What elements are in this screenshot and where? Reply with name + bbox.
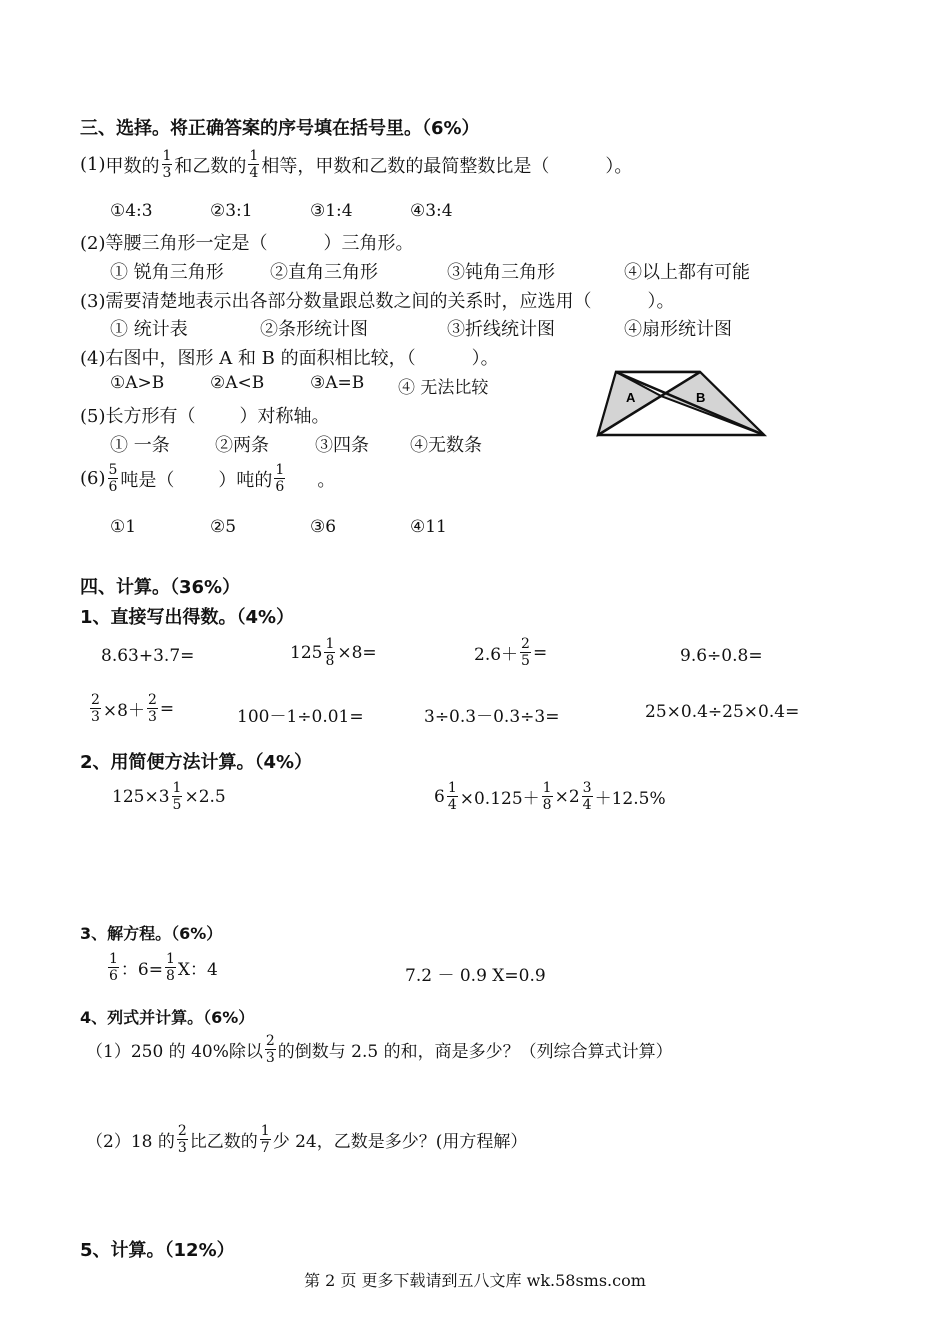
q1-option-1: ①4:3	[110, 201, 153, 221]
q2-option-3: ③钝角三角形	[447, 262, 555, 283]
word-problem-1: （1）250 的 40%除以 $\frac{2}{3}$ 的倒数与 2.5 的和，商是多少？（列综合算式计算）	[86, 1033, 673, 1066]
q5-option-4: ④无数条	[410, 435, 482, 456]
q4-option-4: ④ 无法比较	[398, 378, 489, 398]
expr-8: 25×0.4÷25×0.4=	[645, 702, 800, 722]
q5-option-2: ②两条	[215, 435, 269, 456]
expr-6: 100－1÷0.01=	[237, 707, 364, 727]
question-6	[80, 462, 335, 495]
q2-option-1: ① 锐角三角形	[110, 262, 224, 283]
expr-5: $\frac{2}{3}$ ×8＋ $\frac{2}{3}$ =	[91, 692, 175, 725]
sub-4-title: 4、列式并计算。（6%）	[80, 1008, 255, 1027]
q4-option-1: ①A>B	[110, 373, 165, 393]
q3-text-end: ）。	[647, 291, 675, 312]
label-b: B	[696, 390, 706, 405]
q1-text-part3: 相等，甲数和乙数的最简整数比是（	[261, 155, 550, 177]
expr-4: 9.6÷0.8=	[680, 646, 763, 666]
q2-option-2: ②直角三角形	[270, 262, 378, 283]
expr-3: 2.6＋ $\frac{2}{5}$ =	[474, 636, 548, 669]
sub-3-title: 3、解方程。（6%）	[80, 924, 223, 943]
section-3-title: 三、选择。将正确答案的序号填在括号里。（6%）	[80, 118, 480, 139]
expr-1: 8.63+3.7=	[101, 646, 195, 666]
q3-option-2: ②条形统计图	[260, 319, 368, 340]
fraction: $\frac{1}{3}$	[162, 148, 172, 181]
q3-text: (3)需要清楚地表示出各部分数量跟总数之间的关系时，应选用（	[80, 291, 592, 312]
q6-text-part2: ）吨的	[218, 469, 273, 491]
q6-text-part1: 吨是（	[120, 469, 175, 491]
q4-option-2: ②A<B	[210, 373, 265, 393]
q6-text-end: 。	[317, 469, 336, 491]
fraction: $\frac{1}{4}$	[249, 148, 259, 181]
trapezoid-figure	[592, 366, 770, 440]
q2-text: (2)等腰三角形一定是（	[80, 233, 268, 254]
q6-option-4: ④11	[410, 517, 447, 537]
q3-option-3: ③折线统计图	[447, 319, 555, 340]
simplify-expr-1: 125× 3 $\frac{1}{5}$ ×2.5	[112, 780, 226, 813]
q5-option-1: ① 一条	[110, 435, 170, 456]
q6-option-2: ②5	[210, 517, 237, 537]
q4-text-end: ）。	[471, 348, 499, 369]
q1-text-part4: ）。	[605, 155, 633, 177]
sub-5-title: 5、计算。（12%）	[80, 1240, 235, 1261]
question-5	[80, 402, 330, 428]
question-3	[80, 287, 675, 313]
fraction: $\frac{1}{6}$	[275, 462, 285, 495]
q6-option-3: ③6	[310, 517, 337, 537]
q2-text-end: ）三角形。	[323, 233, 414, 254]
question-2	[80, 229, 414, 255]
equation-2: 7.2 － 0.9 X=0.9	[405, 966, 546, 986]
q1-text-part2: 和乙数的	[174, 155, 247, 177]
q1-option-3: ③1:4	[310, 201, 353, 221]
q1-text-part1: 甲数的	[105, 155, 160, 177]
q1-option-2: ②3:1	[210, 201, 253, 221]
q5-option-3: ③四条	[315, 435, 369, 456]
simplify-expr-2: 6 $\frac{1}{4}$ ×0.125＋ $\frac{1}{8}$ × 2 $\frac{3}{4}$ ＋12.5%	[434, 780, 666, 813]
expr-2: 125 $\frac{1}{8}$ ×8=	[290, 636, 377, 669]
q3-option-1: ① 统计表	[110, 319, 188, 340]
q6-number: (6)	[80, 468, 106, 489]
equation-1: $\frac{1}{6}$ ：6= $\frac{1}{8}$ X：4	[109, 951, 218, 984]
sub-2-title: 2、用简便方法计算。（4%）	[80, 752, 313, 773]
q6-option-1: ①1	[110, 517, 137, 537]
label-a: A	[626, 390, 636, 405]
q2-option-4: ④以上都有可能	[624, 262, 750, 283]
q5-text: (5)长方形有（	[80, 406, 196, 427]
page-footer: 第 2 页 更多下载请到五八文库 wk.58sms.com	[304, 1271, 646, 1290]
section-4-title: 四、计算。（36%）	[80, 577, 241, 598]
word-problem-2: （2）18 的 $\frac{2}{3}$ 比乙数的 $\frac{1}{7}$ 少 24，乙数是多少？(用方程解）	[86, 1123, 528, 1156]
fraction: $\frac{5}{6}$	[108, 462, 118, 495]
q4-text: (4)右图中，图形 A 和 B 的面积相比较，（	[80, 348, 416, 369]
q3-option-4: ④扇形统计图	[624, 319, 732, 340]
expr-7: 3÷0.3－0.3÷3=	[424, 707, 560, 727]
q1-option-4: ④3:4	[410, 201, 453, 221]
question-4	[80, 344, 499, 370]
question-1	[80, 148, 632, 181]
q4-option-3: ③A=B	[310, 373, 365, 393]
sub-1-title: 1、直接写出得数。（4%）	[80, 607, 295, 628]
q5-text-end: ）对称轴。	[239, 406, 330, 427]
q1-number: (1)	[80, 154, 106, 175]
